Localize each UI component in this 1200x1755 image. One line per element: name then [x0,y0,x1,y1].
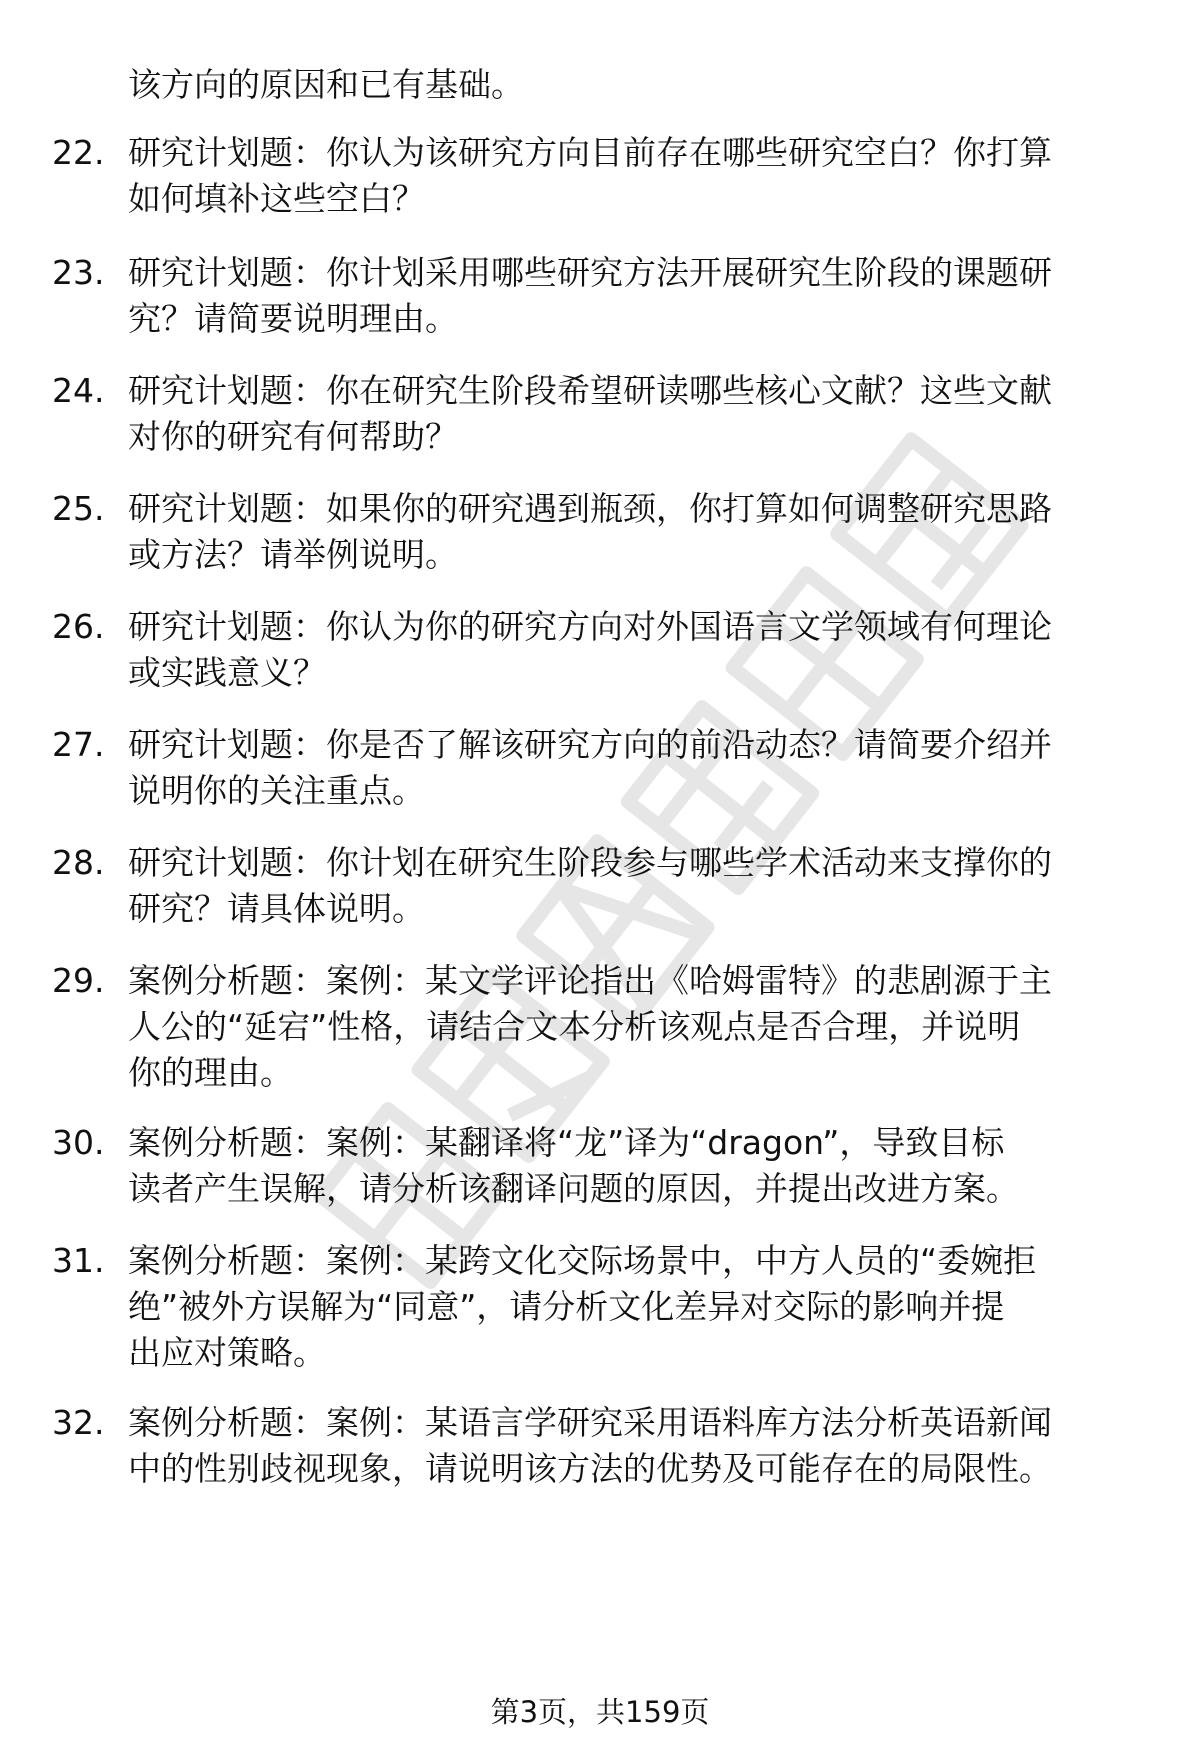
question-text-line: 案例分析题：案例：某翻译将“龙”译为“dragon”，导致目标 [128,1123,1005,1162]
question-text-line: 案例分析题：案例：某文学评论指出《哈姆雷特》的悲剧源于主 [128,961,1052,1000]
question-number: 31. [52,1241,105,1280]
question-text-line: 你的理由。 [128,1053,293,1092]
question-text-line: 读者产生误解，请分析该翻译问题的原因，并提出改进方案。 [128,1169,1019,1208]
question-number: 22. [52,133,105,172]
question-text-line: 研究？请具体说明。 [128,889,425,928]
question-text-line: 研究计划题：你是否了解该研究方向的前沿动态？请简要介绍并 [128,725,1052,764]
question-text-line: 案例分析题：案例：某语言学研究采用语料库方法分析英语新闻 [128,1403,1052,1442]
question-number: 24. [52,371,105,410]
question-text-line: 研究计划题：你计划在研究生阶段参与哪些学术活动来支撑你的 [128,843,1052,882]
continuation-text: 该方向的原因和已有基础。 [128,65,524,104]
question-text-line: 说明你的关注重点。 [128,771,425,810]
question-text [128,130,1128,222]
question-number: 30. [52,1123,105,1162]
question-text [128,1400,1128,1492]
question-text [128,250,1128,342]
question-text-line: 绝”被外方误解为“同意”，请分析文化差异对交际的影响并提 [128,1287,1005,1326]
question-text-line: 案例分析题：案例：某跨文化交际场景中，中方人员的“委婉拒 [128,1241,1037,1280]
question-text-line: 中的性别歧视现象，请说明该方法的优势及可能存在的局限性。 [128,1449,1052,1488]
question-text-line: 人公的“延宕”性格，请结合文本分析该观点是否合理，并说明 [128,1007,1021,1046]
question-number: 26. [52,607,105,646]
page-footer: 第3页，共159页 [490,1695,710,1729]
question-number: 32. [52,1403,105,1442]
question-text-line: 研究计划题：如果你的研究遇到瓶颈，你打算如何调整研究思路 [128,489,1052,528]
question-text-line: 研究计划题：你在研究生阶段希望研读哪些核心文献？这些文献 [128,371,1052,410]
question-number: 23. [52,253,105,292]
question-text [128,1238,1128,1376]
question-text [128,368,1128,460]
question-text [128,604,1128,696]
question-text [128,1120,1128,1212]
question-number: 25. [52,489,105,528]
question-text-line: 研究计划题：你认为该研究方向目前存在哪些研究空白？你打算 [128,133,1052,172]
question-text-line: 如何填补这些空白？ [128,179,425,218]
question-text-line: 研究计划题：你计划采用哪些研究方法开展研究生阶段的课题研 [128,253,1052,292]
question-text [128,486,1128,578]
question-text-line: 出应对策略。 [128,1333,326,1372]
question-number: 28. [52,843,105,882]
question-text-line: 对你的研究有何帮助？ [128,417,458,456]
question-text [128,958,1128,1096]
question-text-line: 或实践意义？ [128,653,326,692]
question-text-line: 研究计划题：你认为你的研究方向对外国语言文学领域有何理论 [128,607,1052,646]
question-number: 29. [52,961,105,1000]
question-text [128,840,1128,932]
question-text-line: 或方法？请举例说明。 [128,535,458,574]
question-text-line: 究？请简要说明理由。 [128,299,458,338]
question-text [128,722,1128,814]
question-number: 27. [52,725,105,764]
